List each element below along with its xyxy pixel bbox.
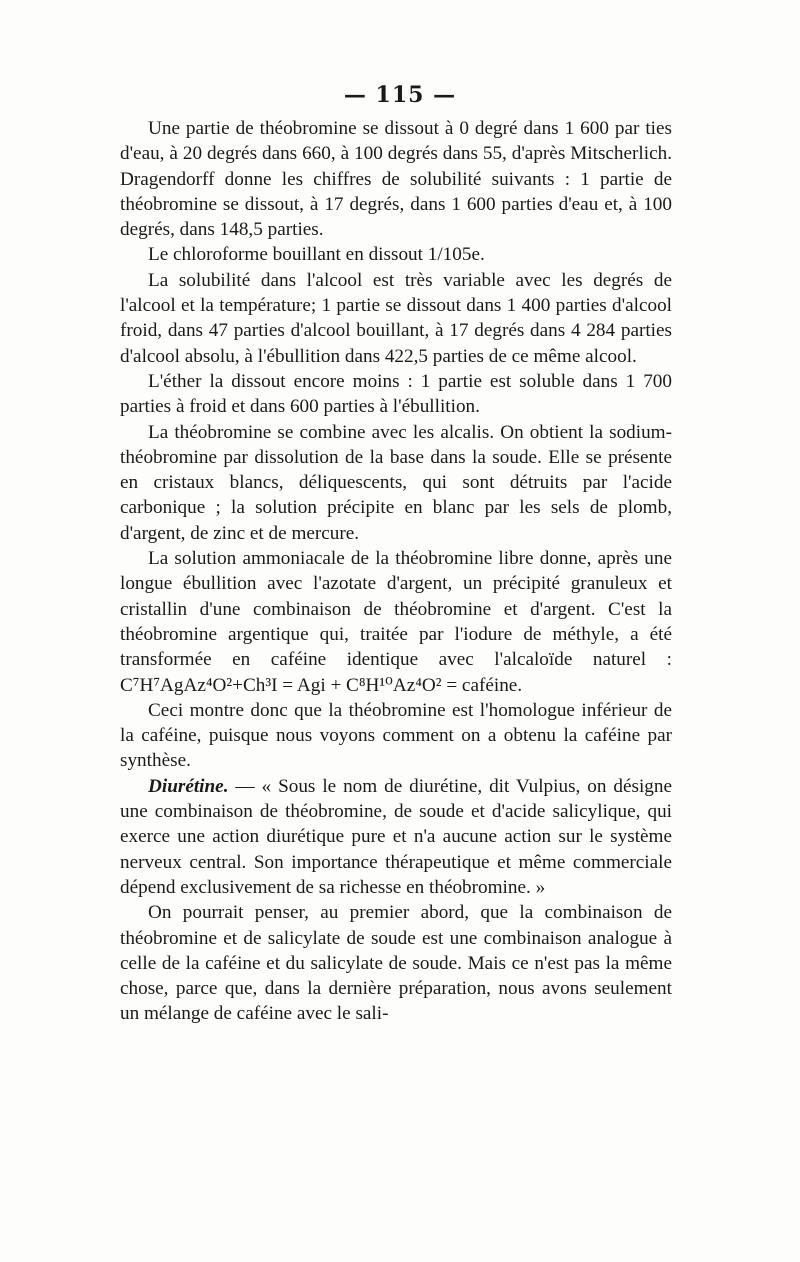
paragraph-alcohol: La solubilité dans l'alcool est très variable avec les degrés de l'alcool et la température; 1 partie se dissout dans 1 400 parties d'alcool froid, dans 47 parties d'alcool bouillant, à 17 degrés dans 4 284 parties d'alcool absolu, à l'ébullition dans 422,5 parties de ce même alcool. [120,269,672,367]
paragraph-combination: On pourrait penser, au premier abord, que la combinaison de théobromine et de salicylate de soude est une combinaison analogue à celle de la caféine et du salicylate de soude. Mais ce n'est pas la même chose, parce que, dans la dernière préparation, nous avons seulement un mélange de caféine avec le sali- [120,902,672,1025]
paragraph-ether: L'éther la dissout encore moins : 1 partie est soluble dans 1 700 parties à froid et dans 600 parties à l'ébullition. [120,370,672,418]
body-text [120,116,672,1027]
paragraph-ammoniacal: La solution ammoniacale de la théobromine libre donne, après une longue ébullition avec l'azotate d'argent, un précipité granuleux et cristallin d'une combinaison de théobromine et d'argent. C'est la théobromine argentique qui, traitée par l'iodure de méthyle, a été transformée en caféine identique avec l'alcaloïde naturel : C⁷H⁷AgAz⁴O²+Ch³I = Agi + C⁸H¹⁰Az⁴O² = caféine. [120,548,672,696]
paragraph-solubility-water: Une partie de théobromine se dissout à 0 degré dans 1 600 par ties d'eau, à 20 degrés dans 660, à 100 degrés dans 55, d'après Mitscherlich. Dragendorff donne les chiffres de solubilité suivants : 1 partie de théobromine se dissout, à 17 degrés, dans 1 600 parties d'eau et, à 100 degrés, dans 148,5 parties. [120,118,672,241]
page-number: — 115 — [343,82,457,108]
paragraph-chloroform: Le chloroforme bouillant en dissout 1/105e. [148,244,485,266]
diuretine-text: — « Sous le nom de diurétine, dit Vulpius, on désigne une combinaison de théobromine, de soude et d'acide salicylique, qui exerce une action diurétique pure et n'a aucune action sur le système nerveux central. Son importance thérapeutique et même commerciale dépend exclusivement de sa richesse en théobromine. » [120,775,672,898]
paragraph-diuretine [120,774,672,900]
paragraph-homologue: Ceci montre donc que la théobromine est l'homologue inférieur de la caféine, puisque nous voyons comment on a obtenu la caféine par synthèse. [120,699,672,772]
paragraph-alkalis: La théobromine se combine avec les alcalis. On obtient la sodium-théobromine par dissolution de la base dans la soude. Elle se présente en cristaux blancs, déliquescents, qui sont détruits par l'acide carbonique ; la solution précipite en blanc par les sels de plomb, d'argent, de zinc et de mercure. [120,421,672,544]
diuretine-heading: Diurétine. [148,775,229,797]
